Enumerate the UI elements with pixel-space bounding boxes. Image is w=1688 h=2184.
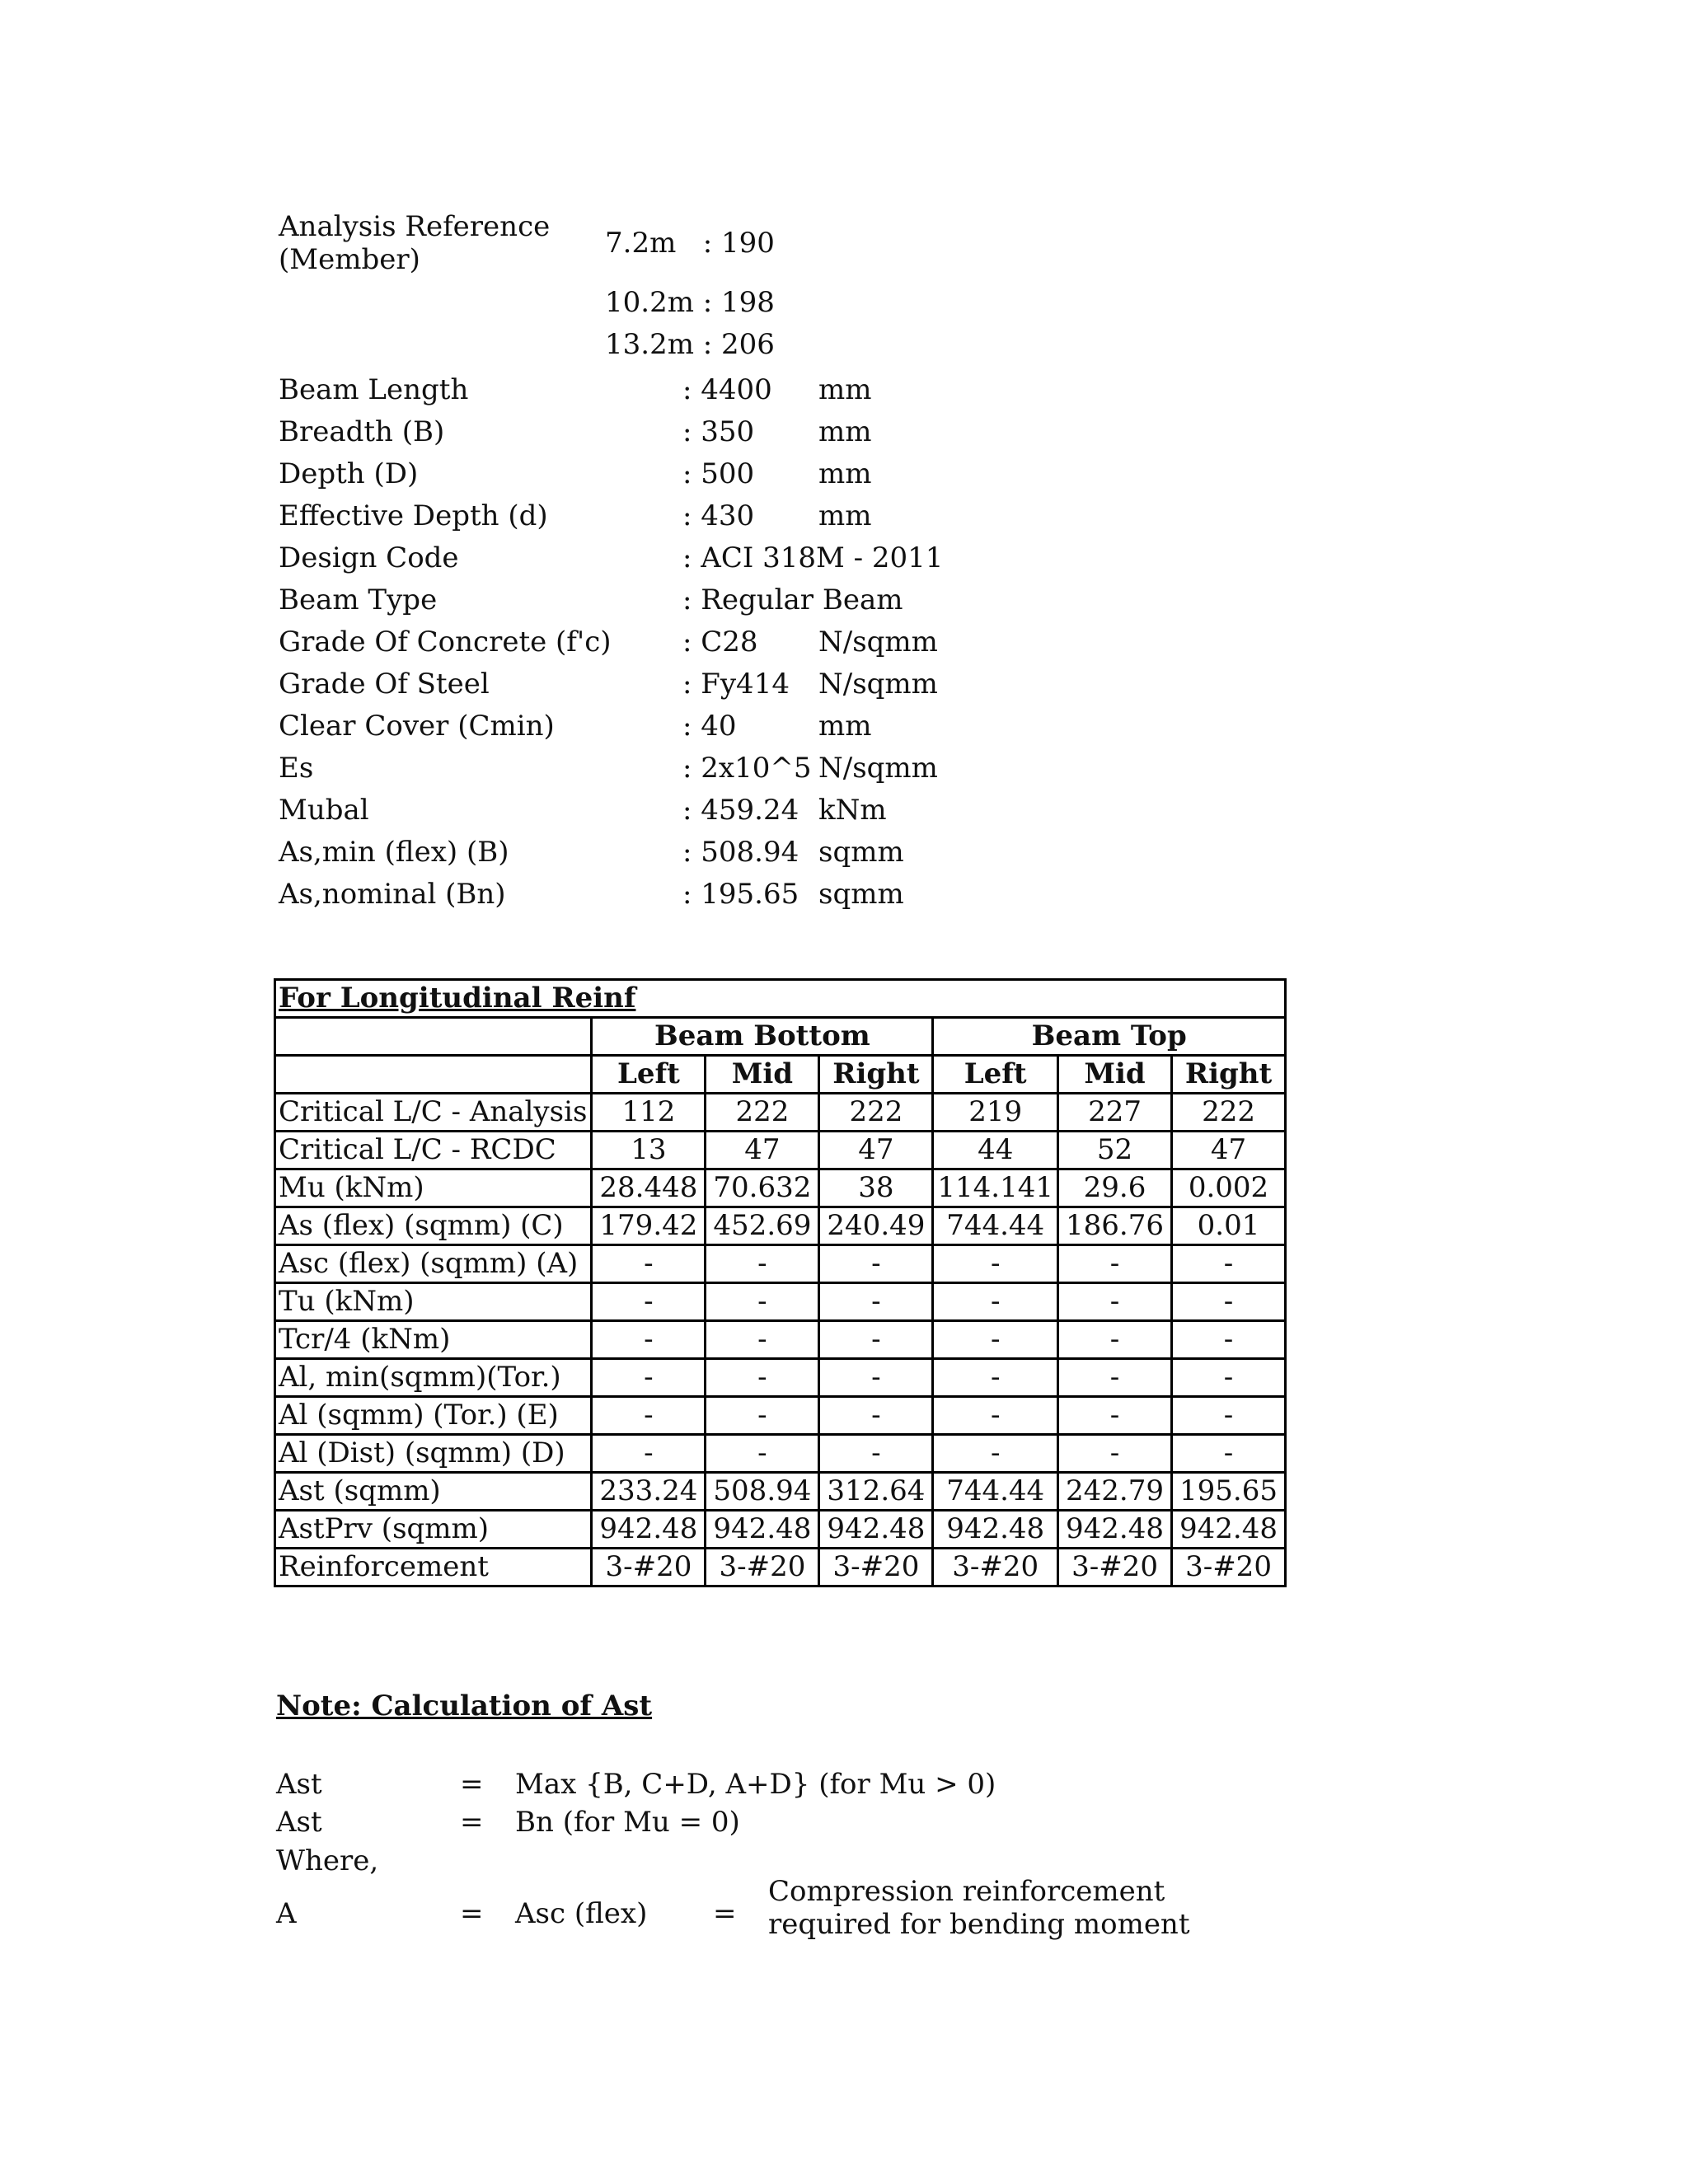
property-unit: N/sqmm — [818, 668, 938, 701]
empty-header-cell — [275, 1018, 592, 1056]
sub-header-cell: Left — [933, 1056, 1058, 1094]
table-cell: - — [819, 1283, 933, 1321]
table-cell: - — [706, 1359, 819, 1397]
table-cell: 3-#20 — [1172, 1549, 1286, 1586]
table-cell: - — [1172, 1397, 1286, 1435]
table-group-header-row — [275, 1018, 1286, 1056]
property-value: : 459.24 — [682, 794, 799, 827]
table-cell: 222 — [1172, 1094, 1286, 1132]
table-cell: - — [706, 1283, 819, 1321]
table-row — [275, 1283, 1286, 1321]
sub-header-cell: Left — [592, 1056, 706, 1094]
table-cell: 242.79 — [1058, 1473, 1172, 1511]
formula-lhs: Ast — [276, 1768, 322, 1801]
property-row — [279, 457, 1103, 499]
property-label: Beam Length — [279, 373, 469, 406]
row-label: Al (sqmm) (Tor.) (E) — [275, 1397, 592, 1435]
row-label: Asc (flex) (sqmm) (A) — [275, 1245, 592, 1283]
table-cell: 3-#20 — [819, 1549, 933, 1586]
table-cell: - — [933, 1283, 1058, 1321]
table-cell: 28.448 — [592, 1169, 706, 1207]
table-cell: - — [1172, 1283, 1286, 1321]
property-label: Breadth (B) — [279, 415, 445, 448]
table-cell: 233.24 — [592, 1473, 706, 1511]
table-cell: - — [1172, 1321, 1286, 1359]
property-row — [279, 668, 1103, 710]
table-cell: 70.632 — [706, 1169, 819, 1207]
table-cell: 312.64 — [819, 1473, 933, 1511]
equals-sign: = — [460, 1806, 484, 1839]
property-value: : 500 — [682, 457, 755, 490]
table-sub-header-row — [275, 1056, 1286, 1094]
group-header-beam-top: Beam Top — [933, 1018, 1286, 1056]
row-label: Al (Dist) (sqmm) (D) — [275, 1435, 592, 1473]
property-value: : 4400 — [682, 373, 772, 406]
table-cell: - — [592, 1245, 706, 1283]
row-label: AstPrv (sqmm) — [275, 1511, 592, 1549]
property-row — [279, 499, 1103, 541]
table-cell: - — [1058, 1245, 1172, 1283]
table-cell: - — [1058, 1397, 1172, 1435]
empty-header-cell — [275, 1056, 592, 1094]
table-cell: 186.76 — [1058, 1207, 1172, 1245]
table-cell: 0.01 — [1172, 1207, 1286, 1245]
table-row — [275, 1359, 1286, 1397]
row-label: Critical L/C - Analysis — [275, 1094, 592, 1132]
property-row — [279, 752, 1103, 794]
table-cell: 744.44 — [933, 1473, 1058, 1511]
table-cell: 222 — [819, 1094, 933, 1132]
table-row — [275, 1435, 1286, 1473]
property-row — [279, 541, 1103, 583]
longitudinal-reinforcement-table — [274, 978, 1287, 1587]
analysis-reference-row: 10.2m : 198 — [605, 286, 775, 319]
table-cell: - — [819, 1397, 933, 1435]
table-cell: 942.48 — [1058, 1511, 1172, 1549]
property-row — [279, 878, 1103, 920]
property-row — [279, 415, 1103, 457]
longitudinal-reinforcement-table-wrapper — [274, 978, 1287, 1587]
table-cell: 942.48 — [933, 1511, 1058, 1549]
group-header-beam-bottom: Beam Bottom — [592, 1018, 933, 1056]
table-cell: 3-#20 — [592, 1549, 706, 1586]
table-cell: - — [933, 1435, 1058, 1473]
table-cell: 13 — [592, 1132, 706, 1169]
row-label: Critical L/C - RCDC — [275, 1132, 592, 1169]
table-cell: 0.002 — [1172, 1169, 1286, 1207]
table-cell: 195.65 — [1172, 1473, 1286, 1511]
table-cell: - — [1058, 1359, 1172, 1397]
table-title: For Longitudinal Reinf — [275, 980, 1286, 1018]
table-cell: 942.48 — [1172, 1511, 1286, 1549]
property-unit: mm — [818, 373, 872, 406]
property-label: Beam Type — [279, 583, 438, 616]
property-value: : Regular Beam — [682, 583, 903, 616]
table-cell: 179.42 — [592, 1207, 706, 1245]
table-cell: - — [1172, 1435, 1286, 1473]
property-label: Mubal — [279, 794, 369, 827]
table-cell: 47 — [1172, 1132, 1286, 1169]
table-cell: - — [706, 1435, 819, 1473]
table-cell: - — [706, 1321, 819, 1359]
table-cell: 222 — [706, 1094, 819, 1132]
property-row — [279, 626, 1103, 668]
property-unit: N/sqmm — [818, 752, 938, 785]
table-cell: - — [706, 1245, 819, 1283]
table-cell: - — [819, 1359, 933, 1397]
definition-description: Compression reinforcement required for bending moment — [768, 1875, 1190, 1941]
property-label: Effective Depth (d) — [279, 499, 548, 532]
sub-header-cell: Right — [819, 1056, 933, 1094]
table-cell: 508.94 — [706, 1473, 819, 1511]
property-row — [279, 710, 1103, 752]
property-unit: sqmm — [818, 878, 904, 911]
table-cell: - — [933, 1359, 1058, 1397]
property-label: As,nominal (Bn) — [279, 878, 506, 911]
table-cell: 3-#20 — [933, 1549, 1058, 1586]
where-label: Where, — [276, 1844, 379, 1877]
table-title-row — [275, 980, 1286, 1018]
property-unit: mm — [818, 499, 872, 532]
property-unit: sqmm — [818, 836, 904, 869]
row-label: Tcr/4 (kNm) — [275, 1321, 592, 1359]
table-cell: 29.6 — [1058, 1169, 1172, 1207]
property-row — [279, 583, 1103, 626]
property-value: : C28 — [682, 626, 758, 658]
table-cell: 3-#20 — [1058, 1549, 1172, 1586]
analysis-reference-row: 7.2m : 190 — [605, 227, 775, 260]
property-label: Clear Cover (Cmin) — [279, 710, 555, 743]
table-cell: - — [1172, 1359, 1286, 1397]
property-value: : 40 — [682, 710, 737, 743]
table-row — [275, 1132, 1286, 1169]
table-cell: - — [933, 1397, 1058, 1435]
row-label: Ast (sqmm) — [275, 1473, 592, 1511]
definition-term: Asc (flex) — [515, 1897, 648, 1930]
analysis-reference — [279, 210, 1103, 383]
table-cell: - — [819, 1321, 933, 1359]
table-cell: 942.48 — [819, 1511, 933, 1549]
table-cell: - — [933, 1245, 1058, 1283]
table-cell: - — [933, 1321, 1058, 1359]
table-row — [275, 1511, 1286, 1549]
table-cell: - — [819, 1245, 933, 1283]
table-cell: 52 — [1058, 1132, 1172, 1169]
table-cell: - — [592, 1283, 706, 1321]
property-list — [279, 373, 1103, 920]
property-value: : 195.65 — [682, 878, 799, 911]
table-row — [275, 1245, 1286, 1283]
row-label: Al, min(sqmm)(Tor.) — [275, 1359, 592, 1397]
table-cell: - — [706, 1397, 819, 1435]
formula-rhs: Bn (for Mu = 0) — [515, 1806, 740, 1839]
sub-header-cell: Right — [1172, 1056, 1286, 1094]
table-cell: 227 — [1058, 1094, 1172, 1132]
property-label: Es — [279, 752, 314, 785]
table-row — [275, 1094, 1286, 1132]
equals-sign: = — [713, 1897, 737, 1930]
table-cell: 114.141 — [933, 1169, 1058, 1207]
property-unit: mm — [818, 457, 872, 490]
table-cell: - — [819, 1435, 933, 1473]
equals-sign: = — [460, 1768, 484, 1801]
property-row — [279, 836, 1103, 878]
definition-symbol: A — [276, 1897, 297, 1930]
table-cell: 942.48 — [592, 1511, 706, 1549]
table-cell: - — [1058, 1283, 1172, 1321]
table-cell: - — [592, 1397, 706, 1435]
sub-header-cell: Mid — [1058, 1056, 1172, 1094]
table-cell: 942.48 — [706, 1511, 819, 1549]
table-row — [275, 1549, 1286, 1586]
table-cell: 44 — [933, 1132, 1058, 1169]
note-title: Note: Calculation of Ast — [276, 1690, 653, 1722]
property-value: : 430 — [682, 499, 755, 532]
table-cell: 38 — [819, 1169, 933, 1207]
property-value: : 2x10^5 — [682, 752, 812, 785]
property-label: Depth (D) — [279, 457, 419, 490]
property-unit: kNm — [818, 794, 887, 827]
property-value: : 508.94 — [682, 836, 799, 869]
table-row — [275, 1207, 1286, 1245]
table-cell: 744.44 — [933, 1207, 1058, 1245]
table-row — [275, 1473, 1286, 1511]
sub-header-cell: Mid — [706, 1056, 819, 1094]
property-label: Grade Of Steel — [279, 668, 490, 701]
table-cell: - — [1058, 1435, 1172, 1473]
row-label: As (flex) (sqmm) (C) — [275, 1207, 592, 1245]
property-value: : 350 — [682, 415, 755, 448]
property-row — [279, 373, 1103, 415]
property-value: : Fy414 — [682, 668, 790, 701]
table-row — [275, 1321, 1286, 1359]
table-cell: 47 — [819, 1132, 933, 1169]
analysis-reference-row: 13.2m : 206 — [605, 328, 775, 361]
row-label: Reinforcement — [275, 1549, 592, 1586]
table-cell: - — [1058, 1321, 1172, 1359]
property-value: : ACI 318M - 2011 — [682, 541, 944, 574]
formula-rhs: Max {B, C+D, A+D} (for Mu > 0) — [515, 1768, 996, 1801]
property-unit: mm — [818, 710, 872, 743]
table-row — [275, 1397, 1286, 1435]
table-cell: 452.69 — [706, 1207, 819, 1245]
analysis-reference-label: Analysis Reference (Member) — [279, 210, 551, 276]
table-cell: 219 — [933, 1094, 1058, 1132]
ast-calculation-note — [276, 1690, 1348, 2118]
property-unit: mm — [818, 415, 872, 448]
row-label: Mu (kNm) — [275, 1169, 592, 1207]
equals-sign: = — [460, 1897, 484, 1930]
table-cell: 240.49 — [819, 1207, 933, 1245]
property-label: Grade Of Concrete (f'c) — [279, 626, 612, 658]
table-cell: - — [1172, 1245, 1286, 1283]
property-row — [279, 794, 1103, 836]
table-cell: - — [592, 1321, 706, 1359]
table-cell: 47 — [706, 1132, 819, 1169]
formula-lhs: Ast — [276, 1806, 322, 1839]
table-cell: 112 — [592, 1094, 706, 1132]
property-label: Design Code — [279, 541, 459, 574]
table-row — [275, 1169, 1286, 1207]
table-cell: - — [592, 1359, 706, 1397]
property-unit: N/sqmm — [818, 626, 938, 658]
row-label: Tu (kNm) — [275, 1283, 592, 1321]
beam-properties — [279, 210, 1103, 930]
table-cell: - — [592, 1435, 706, 1473]
property-label: As,min (flex) (B) — [279, 836, 509, 869]
table-cell: 3-#20 — [706, 1549, 819, 1586]
